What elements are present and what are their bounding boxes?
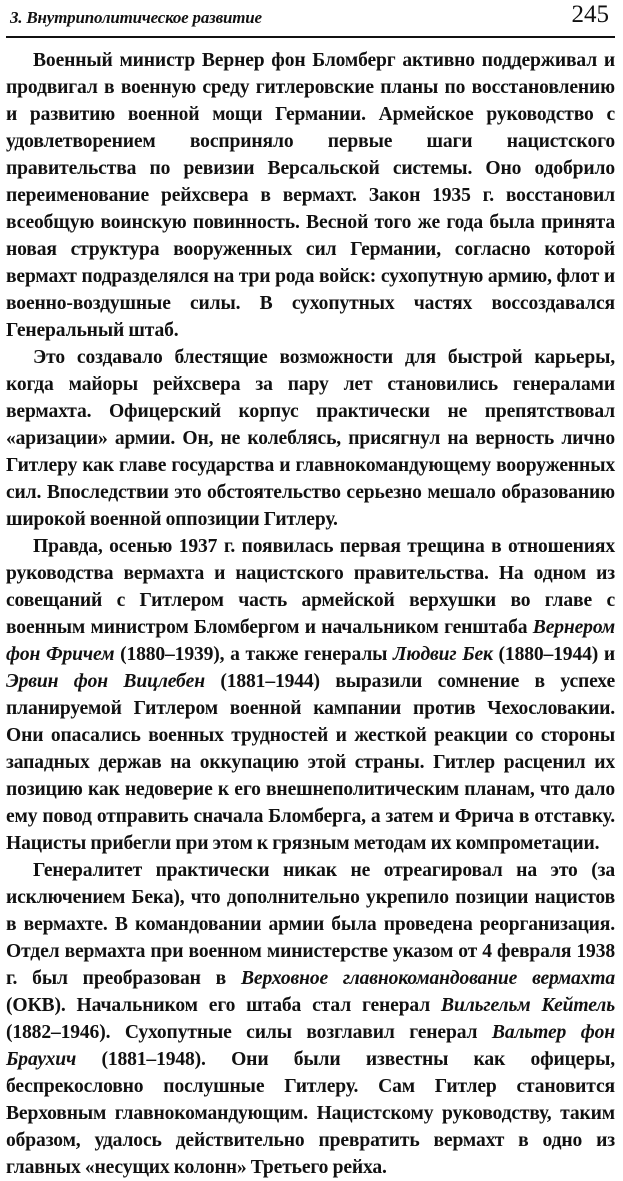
body-text bbox=[6, 47, 615, 1181]
text-run: Военный министр Вернер фон Бломберг активно поддерживал и продвигал в военную среду гитлеровские планы по восстановлению и развитию военной мощи Германии. Армейское руководство с удовлетворением восприняло первые шаги нацистского правительства по ревизии Версальской системы. Оно одобрило переименование рейхсвера в вермахт. Закон 1935 г. восстановил всеобщую воинскую повинность. Весной того же года была принята новая структура вооруженных сил Германии, согласно которой вермахт подразделялся на три рода войск: сухопутную армию, флот и военно-воздушные силы. В сухопутных частях воссоздавался Генеральный штаб. bbox=[6, 50, 615, 341]
text-run: Это создавало блестящие возможности для быстрой карьеры, когда майоры рейхсвера за пару лет становились генералами вермахта. Офицерский корпус практически не препятствовал «аризации» армии. Он, не колеблясь, присягнул на верность лично Гитлеру как главе государства и главнокомандующему вооруженных сил. Впоследствии это обстоятельство серьезно мешало образованию широкой военной оппозиции Гитлеру. bbox=[6, 347, 615, 530]
emphasized-name: Людвиг Бек bbox=[393, 644, 493, 665]
emphasized-name: Верховное главнокомандование вермахта bbox=[241, 968, 615, 989]
paragraph-3 bbox=[6, 533, 615, 857]
text-run: (1880–1944) и bbox=[492, 644, 615, 665]
paragraph-4 bbox=[6, 857, 615, 1181]
emphasized-name: Вернером фон Фричем bbox=[6, 617, 615, 665]
emphasized-name: Вальтер фон Браухич bbox=[6, 1022, 615, 1070]
running-head: 3. Внутриполитическое развитие bbox=[10, 8, 262, 27]
emphasized-name: Вильгельм Кейтель bbox=[441, 995, 616, 1016]
text-run: (1882–1946). Сухопутные силы возглавил генерал bbox=[6, 1022, 492, 1043]
text-run: Генералитет практически никак не отреагировал на это (за исключением Бека), что дополнительно укрепило позиции нацистов в вермахте. В командовании армии была проведена реорганизация. Отдел вермахта при военном министерстве указом от 4 февраля 1938 г. был преобразован в bbox=[6, 860, 615, 989]
emphasized-name: Эрвин фон Вицлебен bbox=[6, 671, 205, 692]
text-run: (1880–1939), а также генералы bbox=[114, 644, 394, 665]
text-run: (1881–1948). Они были известны как офицеры, беспрекословно послушные Гитлеру. Сам Гитлер становится Верховным главнокомандующим. Нацистскому руководству, таким образом, удалось действительно превратить вермахт в одно из главных «несущих колонн» Третьего рейха. bbox=[6, 1049, 615, 1178]
page-header bbox=[6, 0, 615, 38]
page-number: 245 bbox=[571, 1, 609, 28]
paragraph-1 bbox=[6, 47, 615, 344]
paragraph-2 bbox=[6, 344, 615, 533]
text-run: Правда, осенью 1937 г. появилась первая трещина в отношениях руководства вермахта и нацистского правительства. На одном из совещаний с Гитлером часть армейской верхушки во главе с военным министром Бломбергом и начальником генштаба bbox=[6, 536, 615, 638]
text-run: (ОКВ). Начальником его штаба стал генерал bbox=[6, 995, 442, 1016]
text-run: (1881–1944) выразили сомнение в успехе планируемой Гитлером военной кампании против Чехословакии. Они опасались военных трудностей и жесткой реакции со стороны западных держав на оккупацию этой страны. Гитлер расценил их позицию как недоверие к его внешнеполитическим планам, что дало ему повод отправить сначала Бломберга, а затем и Фрича в отставку. Нацисты прибегли при этом к грязным методам их компрометации. bbox=[6, 671, 615, 854]
